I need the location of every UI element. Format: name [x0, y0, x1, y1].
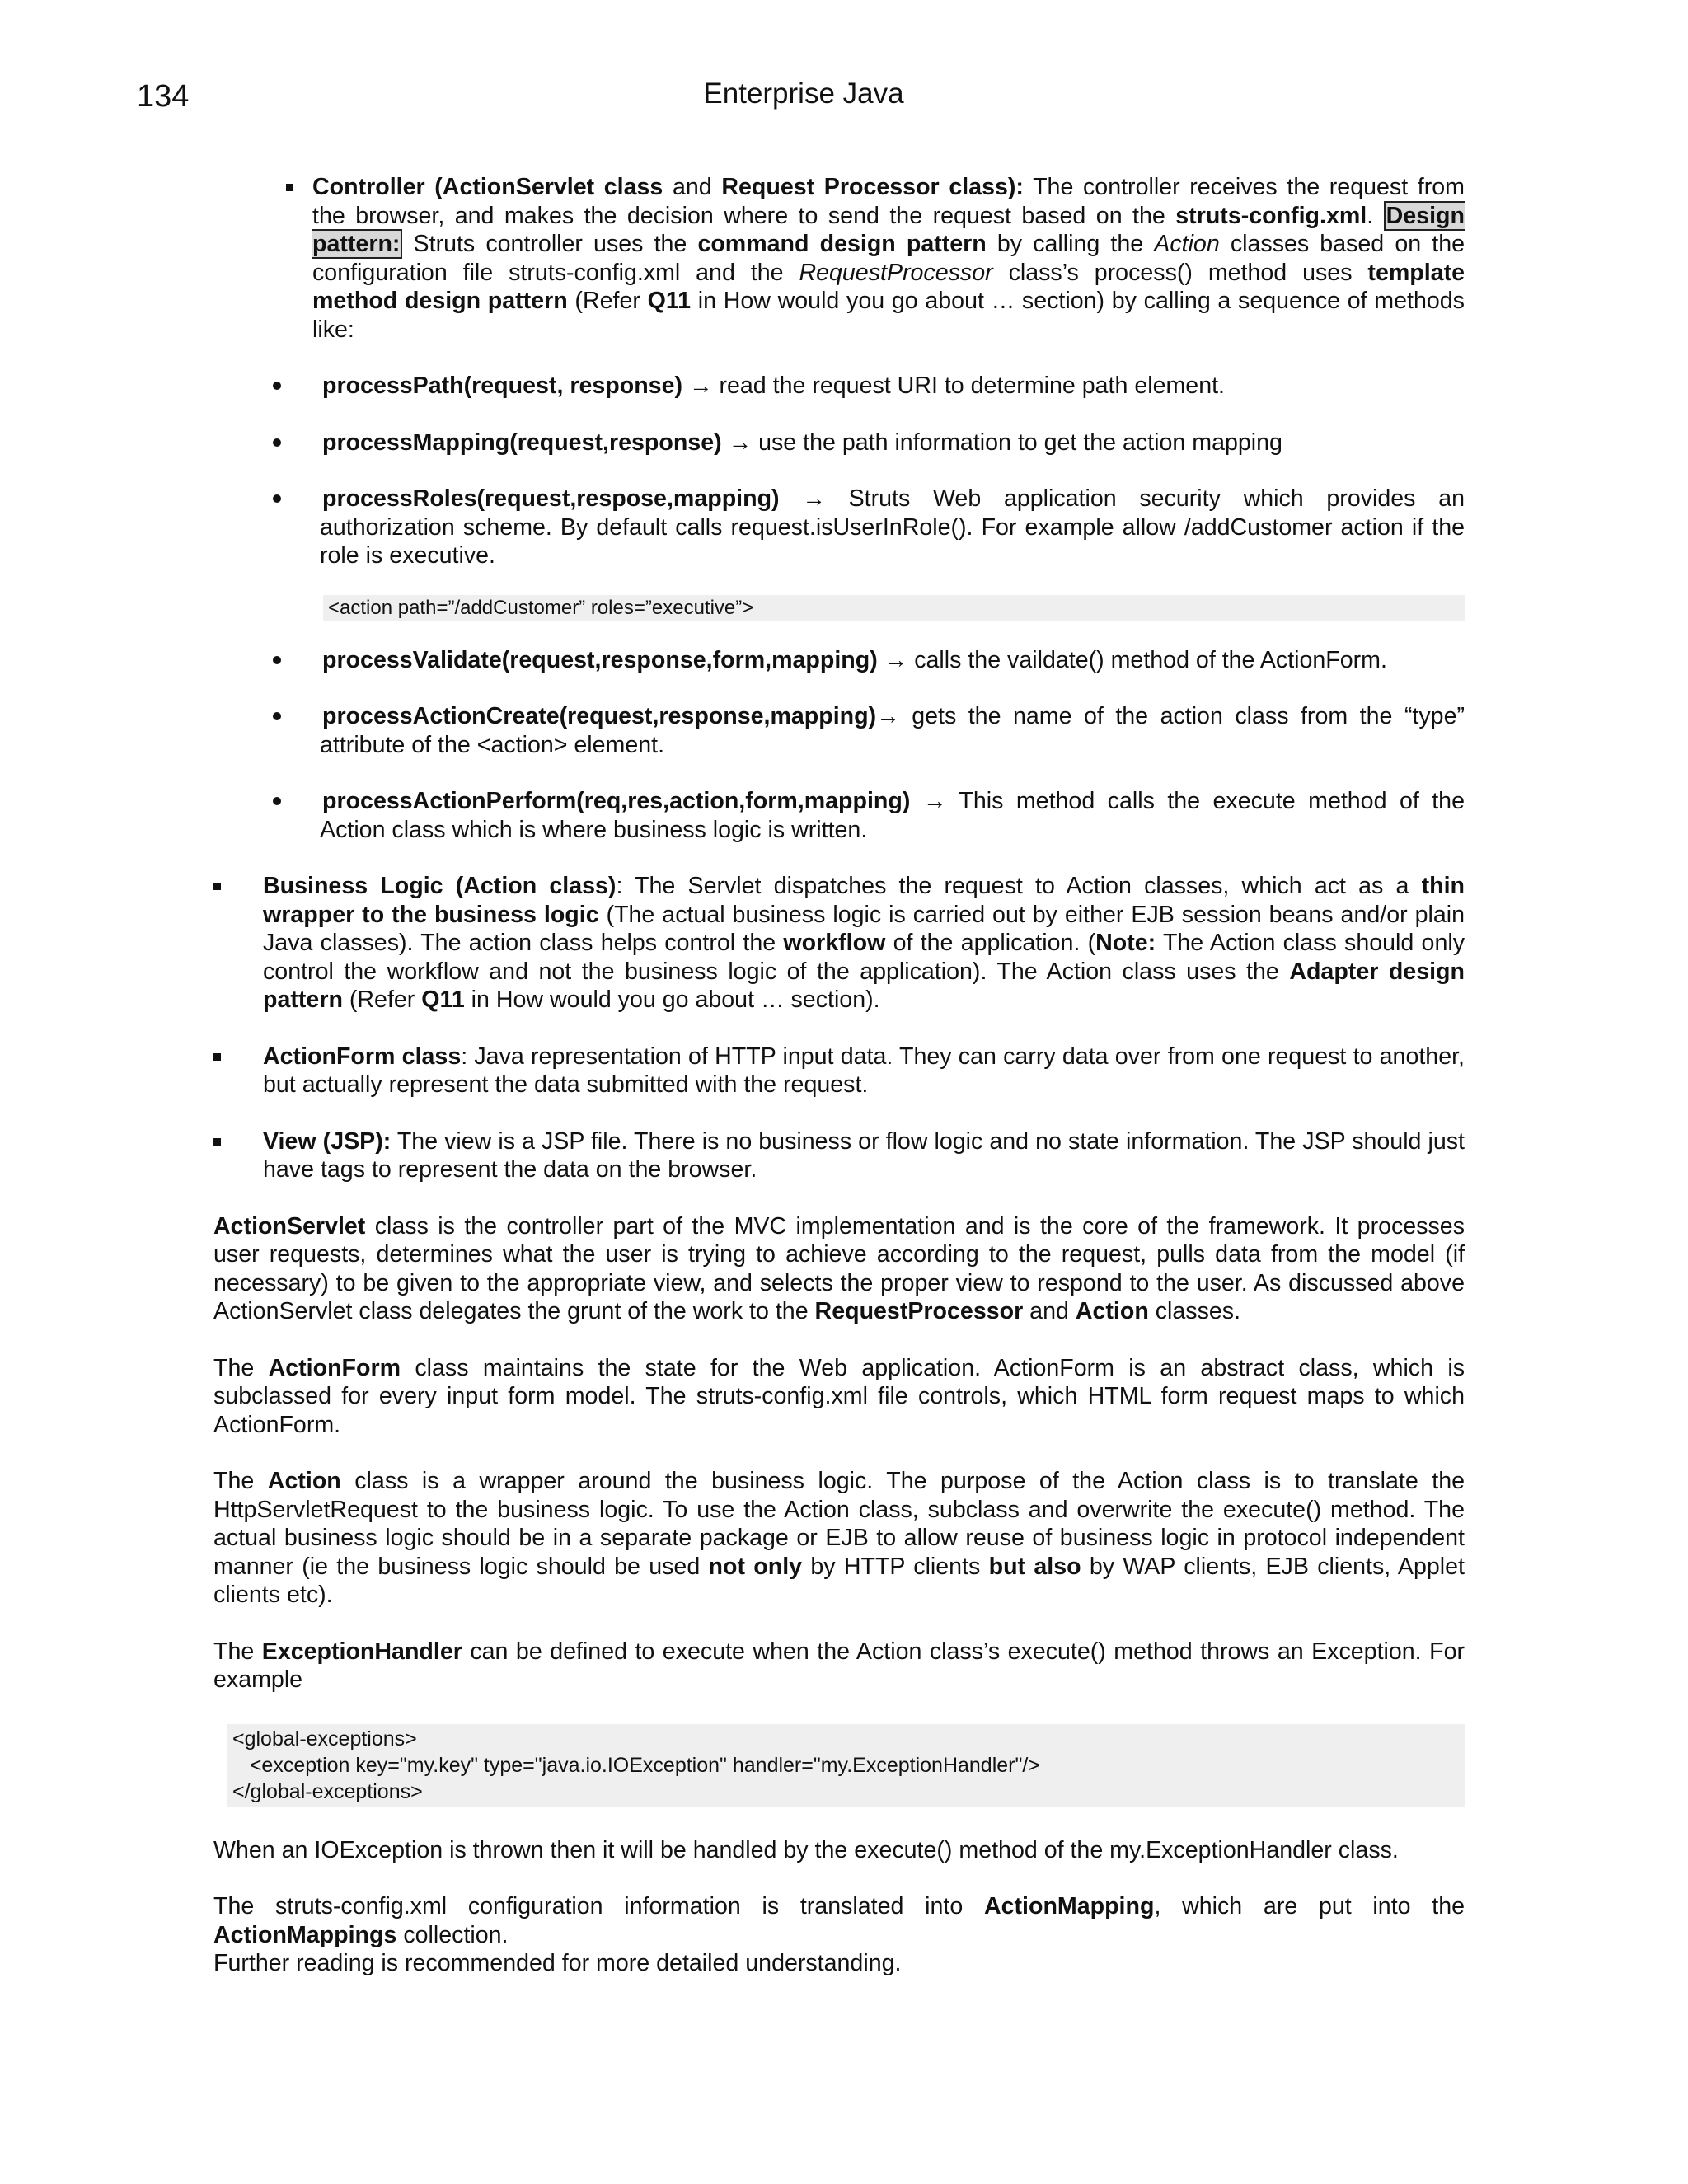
method-item: processValidate(request,response,form,mapping) → calls the vaildate() method of the ActionForm. — [320, 646, 1465, 675]
actionform-paragraph: The ActionForm class maintains the state for the Web application. ActionForm is an abstract class, which is subclassed for every input form model. The struts-config.xml file controls, which HTML form request maps to which ActionForm. — [213, 1354, 1465, 1438]
business-logic-bullet: Business Logic (Action class): The Servlet dispatches the request to Action classes, which act as a thin wrapper to the business logic (The actual business logic is carried out by either EJB session beans and/or plain Java classes). The action class helps control the workflow of the application. (Note: The Action class should only control the workflow and not the business logic of the application). The Action class uses the Adapter design pattern (Refer Q11 in How would you go about … section). — [213, 872, 1465, 1015]
method-item: processActionCreate(request,response,mapping)→ gets the name of the action class from the “type” attribute of the <action> element. — [320, 703, 1465, 758]
exceptionhandler-paragraph: The ExceptionHandler can be defined to execute when the Action class’s execute() method throws an Exception. For example — [213, 1638, 1465, 1693]
page-number: 134 — [137, 79, 190, 114]
method-item: processMapping(request,response) → use the path information to get the action mapping — [320, 429, 1465, 457]
view-bullet: View (JSP): The view is a JSP file. There is no business or flow logic and no state information. The JSP should just have tags to represent the data on the browser. — [213, 1127, 1465, 1184]
running-head: Enterprise Java — [703, 77, 904, 110]
further-reading-paragraph: Further reading is recommended for more detailed understanding. — [213, 1950, 902, 1976]
method-item: processActionPerform(req,res,action,form,mapping) → This method calls the execute method of the Action class which is where business logic is written. — [320, 788, 1465, 843]
method-item: processPath(request, response) → read the request URI to determine path element. — [320, 372, 1465, 401]
action-paragraph: The Action class is a wrapper around the business logic. The purpose of the Action class is to translate the HttpServletRequest to the business logic. To use the Action class, subclass and overwrite the execute() method. The actual business logic should be in a separate package or EJB to allow reuse of business logic in protocol independent manner (ie the business logic should be used not only by HTTP clients but also by WAP clients, EJB clients, Applet clients etc). — [213, 1468, 1465, 1608]
ioexception-paragraph: When an IOException is thrown then it will be handled by the execute() method of the my.ExceptionHandler class. — [213, 1836, 1399, 1863]
actionform-bullet: ActionForm class: Java representation of HTTP input data. They can carry data over from one request to another, but actually represent the data submitted with the request. — [213, 1043, 1465, 1099]
controller-bullet: Controller (ActionServlet class and Request Processor class): The controller receives the request from the browser, and makes the decision where to send the request based on the struts-config.xml. Design pattern: Struts controller uses the command design pattern by calling the Action classes based on the configuration file struts-config.xml and the RequestProcessor class’s process() method uses template method design pattern (Refer Q11 in How would you go about … section) by calling a sequence of methods like: — [263, 173, 1465, 344]
code-snippet-global-exceptions: <global-exceptions> <exception key="my.key" type="java.io.IOException" handler="my.ExceptionHandler"/> </global-exceptions> — [227, 1724, 1465, 1807]
code-snippet-action: <action path=”/addCustomer” roles=”executive”> — [323, 595, 1465, 621]
page-body — [213, 173, 1465, 1978]
actionmapping-paragraph: The struts-config.xml configuration information is translated into ActionMapping, which are put into the ActionMappings collection. — [213, 1893, 1465, 1948]
design-pattern-highlight: Design pattern: — [312, 202, 1465, 257]
method-item: processRoles(request,respose,mapping) → Struts Web application security which provides an authorization scheme. By default calls request.isUserInRole(). For example allow /addCustomer action if the role is executive. — [320, 485, 1465, 569]
actionservlet-paragraph: ActionServlet class is the controller part of the MVC implementation and is the core of the framework. It processes user requests, determines what the user is trying to achieve according to the request, pulls data from the model (if necessary) to be given to the appropriate view, and selects the proper view to respond to the user. As discussed above ActionServlet class delegates the grunt of the work to the RequestProcessor and Action classes. — [213, 1212, 1465, 1324]
